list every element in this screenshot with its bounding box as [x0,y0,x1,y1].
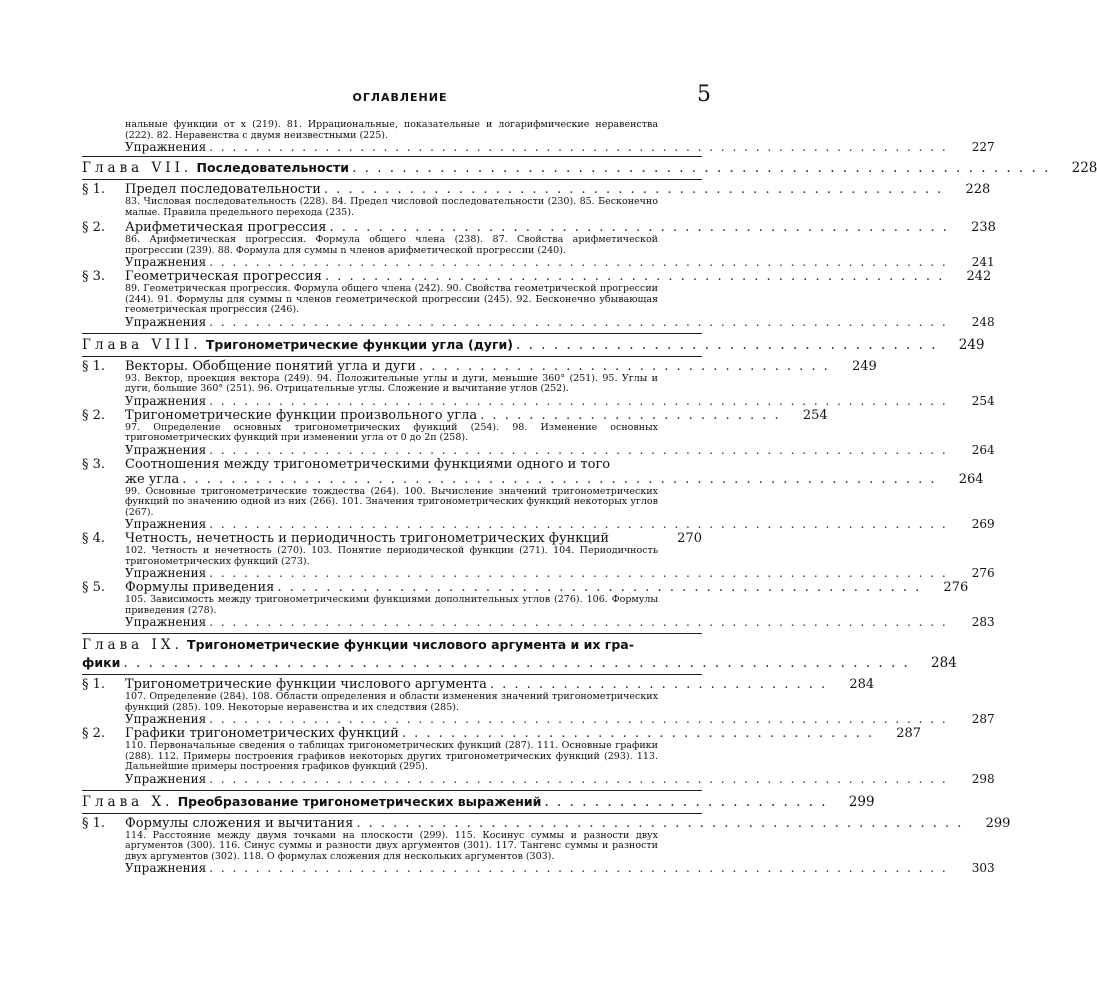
toc-description: 114. Расстояние между двумя точками на плоскости (299). 115. Косинус суммы и разности двух аргументов (300). 116. Синус суммы и разности двух аргументов (301). 117. Тангенс суммы и разности двух аргументов (302). 118. О формулах сложения для нескольких аргументов (303). [125,829,658,862]
page-ref: 269 [971,517,995,531]
leader-dots: . . . . . . . . . . . . . . . . . . . . . . . . . . . . . . . . . . . . . . . . . . . . . . . . . . . . . . . . . . . . . . . . [209,861,948,875]
toc-description: 83. Числовая последовательность (228). 84. Предел числовой последовательности (230). 85. Бесконечно малые. Правила предельного перехода (235). [125,196,658,218]
leader-dots: . . . . . . . . . . . . . . . . . . . . . . . . . . . . . . . . . . . . . . . . . . . . . . . . . . . . . . . . [352,160,1051,176]
page-ref: 284 [931,655,957,671]
chapter-label: Глава VII. [82,160,193,176]
divider [82,333,702,334]
toc-section [82,677,875,692]
leader-dots: . . . . . . . . . . . . . . . . . . . . . . . . . . . . . . . . . . . . . . . . . . . . . . . . . . . . . . . . . . . . . . . . [209,517,948,531]
leader-dots: . . . . . . . . . . . . . . . . . . . . . . . . . . . . . . . . . . . . . . . . . . . . . . . . . . . . . . . . . . . . . . . . [209,442,948,457]
leader-dots: . . . . . . . . . . . . . . . . . . . . . . . . . . . . . . . . . . . . . . . . . . . . . . . . . . . . . . . . . . . . . . . . [209,314,948,329]
exercises-label: Упражнения [125,517,207,531]
toc-description: 89. Геометрическая прогрессия. Формула общего члена (242). 90. Свойства геометрической прогрессии (244). 91. Формулы для суммы n членов геометрической прогрессии (245). 92. Бесконечно убывающая геометрическая прогрессия (246). [125,283,658,315]
toc-exercises [82,255,995,269]
toc-chapter-7 [82,159,1097,177]
page-ref: 287 [971,712,995,726]
exercises-label: Упражнения [125,442,207,457]
toc-section-continued [82,471,984,487]
divider [82,674,702,675]
page-header [0,82,800,112]
section-title: Формулы приведения [125,580,275,595]
page-ref: 254 [802,407,828,423]
section-number: § 2. [82,726,106,741]
page-ref: 276 [971,566,995,580]
section-title: Геометрическая прогрессия [125,269,322,284]
leader-dots: . . . . . . . . . . . . . . . . . . . . . . . . . . . . [489,677,828,692]
toc-exercises [82,712,995,726]
leader-dots: . . . . . . . . . . . . . . . . . . . . . . . . . . . . . . . . . . . . . . . . . . . . . . . . . . . . . . . . . . . . . . . . [209,712,948,726]
page-ref: 242 [966,269,992,284]
leader-dots: . . . . . . . . . . . . . . . . . . . . . . . . . . . . . . . . . . . . . . . . . . . . . . . . . . . . . . . . . . . . . . . . [209,393,948,408]
section-number: § 3. [82,269,106,284]
toc-exercises [82,517,995,531]
leader-dots: . . . . . . . . . . . . . . . . . . . . . . . . . . . . . . . . . . . . . . . . . . . . . . . . . . . . . . . . . . . . . . [182,471,937,487]
section-number: § 5. [82,580,106,595]
toc-description: нальные функции от x (219). 81. Иррациональные, показательные и логарифмические неравенства (222). 82. Неравенства с двумя неизвестными (225). [125,119,658,141]
leader-dots: . . . . . . . . . . . . . . . . . . . . . . . . . [480,407,781,423]
leader-dots: . . . . . . . . . . . . . . . . . . . . . . . . . . . . . . . . . . . . . . . . . . . . . . . . . . . . . . . . . . . . . . . . [209,566,948,580]
leader-dots: . . . . . . . . . . . . . . . . . . . . . . . [544,793,828,810]
page-number: 5 [697,82,711,107]
divider [82,156,702,157]
leader-dots: . . . . . . . . . . . . . . . . . . . . . . . . . . . . . . . . . . . . . . . . . . . . . . . . . . . . . . . . . . . . . . . . [209,771,948,786]
exercises-label: Упражнения [125,615,207,629]
toc-exercises [82,566,995,580]
chapter-title: Преобразование тригонометрических выражений [177,793,542,809]
divider [82,813,702,814]
page-ref: 228 [965,182,991,197]
running-title: ОГЛАВЛЕНИЕ [352,91,448,104]
toc-exercises [82,140,995,154]
toc-section [82,531,702,546]
divider [82,790,702,791]
toc-section [82,358,877,374]
divider [82,356,702,357]
page-ref: 254 [971,393,995,408]
toc-section [82,726,922,741]
leader-dots: . . . . . . . . . . . . . . . . . . . . . . . . . . . . . . . . . . . . . . . . . . . . . . . . . . . . . . . . . . . . . . . . [209,255,948,269]
page-ref: 299 [985,815,1011,831]
leader-dots: . . . . . . . . . . . . . . . . . . . . . . . . . . . . . . . . . . [516,336,938,353]
toc-exercises [82,615,995,629]
leader-dots: . . . . . . . . . . . . . . . . . . . . . . . . . . . . . . . . . . . . . . . . . . . . . . . . . . [356,815,964,831]
toc-section [82,182,991,197]
section-title: Тригонометрические функции числового аргумента [125,677,487,692]
chapter-title: Последовательности [196,160,350,175]
chapter-label: Глава IX. [82,637,183,653]
toc-chapter-10 [82,793,875,811]
section-number: § 3. [82,456,106,472]
exercises-label: Упражнения [125,712,207,726]
toc-chapter-9 [82,636,702,654]
section-number: § 1. [82,677,106,692]
chapter-label: Глава VIII. [82,336,202,353]
section-title: Соотношения между тригонометрическими функциями одного и того [125,456,611,472]
leader-dots: . . . . . . . . . . . . . . . . . . . . . . . . . . . . . . . . . . . . . . . . . . . . . . . . . . . [329,220,949,235]
section-title: Тригонометрические функции произвольного угла [125,407,478,423]
chapter-title: Тригонометрические функции угла (дуги) [205,336,513,352]
divider [82,179,702,180]
leader-dots: . . . . . . . . . . . . . . . . . . . . . . . . . . . . . . . . . . . . . . . . . . . . . . . . . . . . . . . . . . . . . . . [123,655,910,671]
page-ref: 270 [677,531,702,546]
toc-description: 105. Зависимость между тригонометрическими функциями дополнительных углов (276). 106. Формулы приведения (278). [125,594,658,616]
exercises-label: Упражнения [125,861,207,875]
toc-description: 107. Определение (284). 108. Области определения и области изменения значений тригонометрических функций (285). 109. Некоторые неравенства и их следствия (285). [125,691,658,713]
exercises-label: Упражнения [125,771,207,786]
leader-dots: . . . . . . . . . . . . . . . . . . . . . . . . . . . . . . . . . . . . . . . [401,726,875,741]
chapter-title: Тригонометрические функции числового аргумента и их гра- [187,637,634,652]
page-ref: 298 [971,771,995,786]
table-of-contents [82,119,1097,875]
section-number: § 2. [82,220,106,235]
section-number: § 1. [82,358,106,374]
leader-dots: . . . . . . . . . . . . . . . . . . . . . . . . . . . . . . . . . . [418,358,830,374]
page-ref: 284 [849,677,875,692]
leader-dots: . . . . . . . . . . . . . . . . . . . . . . . . . . . . . . . . . . . . . . . . . . . . . . . . . . . . . . . . . . . . . . . . [209,140,948,154]
page-ref: 228 [1071,160,1097,176]
page-ref: 287 [896,726,922,741]
page-ref: 283 [971,615,995,629]
toc-description: 97. Определение основных тригонометрических функций (254). 98. Изменение основных тригонометрических функций при изменении угла от 0 до 2π (258). [125,421,658,443]
section-number: § 1. [82,815,106,831]
toc-description: 86. Арифметическая прогрессия. Формула общего члена (238). 87. Свойства арифметической прогрессии (239). 88. Формула для суммы n членов арифметической прогрессии (240). [125,234,658,256]
page-ref: 299 [848,793,875,810]
toc-exercises [82,393,995,408]
toc-exercises [82,314,995,329]
toc-exercises [82,771,995,786]
leader-dots: . . . . . . . . . . . . . . . . . . . . . . . . . . . . . . . . . . . . . . . . . . . . . . . . . . . . . [277,580,922,595]
leader-dots: . . . . . . . . . . . . . . . . . . . . . . . . . . . . . . . . . . . . . . . . . . . . . . . . . . . [324,269,945,284]
page-ref: 249 [851,358,877,374]
leader-dots: . . . . . . . . . . . . . . . . . . . . . . . . . . . . . . . . . . . . . . . . . . . . . . . . . . . [323,182,944,197]
toc-chapter-8 [82,336,985,354]
exercises-label: Упражнения [125,314,207,329]
exercises-label: Упражнения [125,566,207,580]
toc-exercises [82,861,995,875]
toc-description: 93. Вектор, проекция вектора (249). 94. Положительные углы и дуги, меньшие 360° (251). 95. Углы и дуги, большие 360° (251). 96. Отрицательные углы. Сложение и вычитание углов (252). [125,372,658,394]
exercises-label: Упражнения [125,255,207,269]
page-ref: 248 [971,314,995,329]
page-ref: 241 [971,255,995,269]
page-ref: 249 [958,336,985,353]
toc-section [82,457,702,472]
chapter-title-continued: фики [82,655,121,670]
toc-section [82,407,828,423]
toc-section [82,220,996,235]
section-title: Четность, нечетность и периодичность тригонометрических функций [125,531,610,546]
leader-dots: . . . . . . . . . . . . . . . . . . . . . . . . . . . . . . . . . . . . . . . . . . . . . . . . . . . . . . . . . . . . . . . . [209,615,948,629]
toc-section [82,269,992,284]
page-ref: 264 [958,471,984,487]
toc-description: 102. Четность и нечетность (270). 103. Понятие периодической функции (271). 104. Периодичность тригонометрических функций (273). [125,545,658,567]
section-title-continued: же угла [125,471,180,487]
toc-section [82,580,969,595]
section-number: § 2. [82,407,106,423]
page-ref: 238 [971,220,996,235]
toc-exercises [82,442,995,457]
exercises-label: Упражнения [125,393,207,408]
section-title: Предел последовательности [125,182,321,197]
section-title: Графики тригонометрических функций [125,726,399,741]
page-ref: 276 [943,580,969,595]
divider [82,633,702,634]
section-title: Арифметическая прогрессия [125,220,327,235]
toc-description: 99. Основные тригонометрические тождества (264). 100. Вычисление значений тригонометрических функций по значению одной из них (266). 101. Значения тригонометрических функций некоторых углов (267). [125,485,658,518]
toc-description: 110. Первоначальные сведения о таблицах тригонометрических функций (287). 111. Основные графики (288). 112. Примеры построения графиков некоторых других тригонометрических функций (293). 113. Дальнейшие примеры построения графиков функций (295). [125,740,658,772]
toc-chapter-9-continued [82,654,957,672]
section-number: § 1. [82,182,106,197]
section-number: § 4. [82,531,106,546]
toc-section [82,815,1011,831]
section-title: Векторы. Обобщение понятий угла и дуги [125,358,416,374]
page-ref: 303 [971,861,995,875]
section-title: Формулы сложения и вычитания [125,815,354,831]
page-ref: 264 [971,442,995,457]
chapter-label: Глава X. [82,793,174,810]
page-ref: 227 [971,140,995,154]
exercises-label: Упражнения [125,140,207,154]
